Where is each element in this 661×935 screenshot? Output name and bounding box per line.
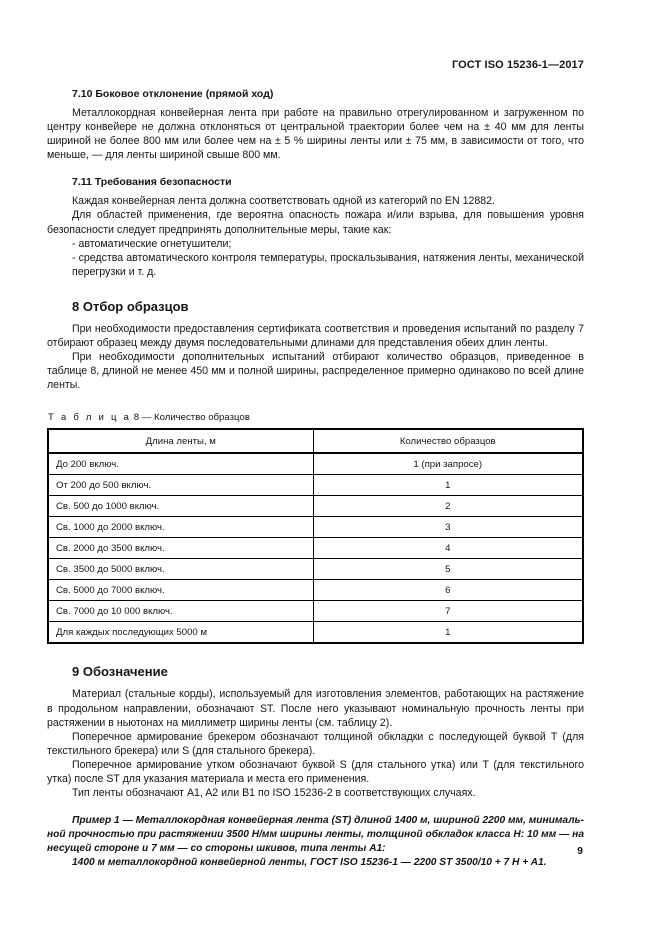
page-number: 9 — [577, 845, 583, 857]
list-item-monitoring: - средства автоматического контроля температуры, проскальзывания, натяжения ленты, механической перегрузки и т. д. — [72, 251, 584, 278]
paragraph-8-1: При необходимости предоставления сертификата соответствия и проведения испытаний по разделу 7 отбирают образец между двумя последовательными длинами для представления обеих длин ленты. — [47, 322, 584, 350]
heading-9: 9 Обозначение — [72, 664, 168, 680]
cell-sample-count: 2 — [313, 496, 583, 517]
table-row — [48, 559, 583, 580]
paragraph-7-10-1: Металлокордная конвейерная лента при работе на правильно отрегулированном и загруженном по центру конвейере не должна отклоняться от центральной траектории более чем на ± 40 мм для ленты шириной не более 800 мм или более чем на ± 5 % ширины ленты или ± 75 мм, в зависимости от того, что меньше, — для ленты шириной свыше 800 мм. — [47, 107, 584, 162]
cell-belt-length: Св. 1000 до 2000 включ. — [48, 517, 313, 538]
document-body — [47, 88, 584, 870]
column-header-belt-length: Длина ленты, м — [48, 429, 313, 453]
heading-7-11: 7.11 Требования безопасности — [72, 176, 232, 189]
running-head: ГОСТ ISO 15236-1—2017 — [451, 59, 584, 71]
table-row — [48, 622, 583, 644]
cell-belt-length: От 200 до 500 включ. — [48, 475, 313, 496]
table-row — [48, 517, 583, 538]
table-caption-text: 8 — Количество образцов — [133, 412, 250, 424]
cell-belt-length: Для каждых последующих 5000 м — [48, 622, 313, 644]
samples-quantity-table — [47, 428, 584, 644]
paragraph-9-2: Поперечное армирование брекером обозначают толщиной обкладки с последующей буквой T (для текстильного брекера) или S (для стального брекера). — [47, 730, 584, 757]
cell-belt-length: Св. 2000 до 3500 включ. — [48, 538, 313, 559]
spacer — [47, 162, 584, 176]
paragraph-7-11-1: Каждая конвейерная лента должна соответствовать одной из категорий по EN 12882. — [72, 195, 495, 208]
heading-8: 8 Отбор образцов — [72, 298, 189, 314]
example-1-description: Пример 1 — Металлокордная конвейерная лента (ST) длиной 1400 м, шириной 2200 мм, минимальной прочностью при растяжении 3500 Н/мм ширины ленты, толщиной обкладок класса H: 10 мм — на несущей стороне и 7 мм — со стороны шкивов, типа ленты A1: — [47, 815, 584, 855]
spacer — [47, 392, 584, 412]
table-caption-label: Т а б л и ц а — [48, 412, 132, 424]
cell-sample-count: 1 — [313, 475, 583, 496]
spacer — [47, 279, 584, 299]
list-item-extinguishers: - автоматические огнетушители; — [72, 237, 232, 250]
cell-belt-length: Св. 7000 до 10 000 включ. — [48, 601, 313, 622]
table-caption — [48, 412, 584, 423]
cell-sample-count: 1 (при запросе) — [313, 453, 583, 475]
column-header-sample-count: Количество образцов — [313, 429, 583, 453]
table-row — [48, 453, 583, 475]
example-1-designation: 1400 м металлокордной конвейерной ленты, ГОСТ ISO 15236-1 — 2200 ST 3500/10 + 7 H + A1. — [72, 857, 547, 869]
table-header-row — [48, 429, 583, 453]
table-row — [48, 538, 583, 559]
table-body — [48, 453, 583, 643]
cell-belt-length: Св. 3500 до 5000 включ. — [48, 559, 313, 580]
cell-sample-count: 6 — [313, 580, 583, 601]
spacer — [47, 644, 584, 664]
table-row — [48, 496, 583, 517]
paragraph-7-11-2: Для областей применения, где вероятна опасность пожара и/или взрыва, для повышения уровня безопасности следует предпринять дополнительные меры, такие как: — [47, 209, 584, 236]
paragraph-8-2: При необходимости дополнительных испытаний отбирают количество образцов, приведенное в таблице 8, длиной не менее 450 мм и полной ширины, распределенное примерно одинаково по всей длине ленты. — [47, 351, 584, 392]
heading-7-10: 7.10 Боковое отклонение (прямой ход) — [72, 88, 274, 100]
cell-sample-count: 4 — [313, 538, 583, 559]
cell-belt-length: До 200 включ. — [48, 453, 313, 475]
cell-sample-count: 1 — [313, 622, 583, 644]
cell-belt-length: Св. 500 до 1000 включ. — [48, 496, 313, 517]
spacer — [47, 800, 584, 814]
cell-belt-length: Св. 5000 до 7000 включ. — [48, 580, 313, 601]
cell-sample-count: 7 — [313, 601, 583, 622]
paragraph-9-1: Материал (стальные корды), используемый для изготовления элементов, работающих на растяжение в продольном направлении, обозначают ST. После него указывают номинальную прочность ленты при растяжении в ньютонах на миллиметр ширины ленты (см. таблицу 2). — [47, 688, 584, 729]
table-row — [48, 580, 583, 601]
paragraph-9-4: Тип ленты обозначают A1, A2 или B1 по ISO 15236-2 в соответствующих случаях. — [72, 787, 476, 800]
cell-sample-count: 3 — [313, 517, 583, 538]
table-row — [48, 475, 583, 496]
table-row — [48, 601, 583, 622]
paragraph-9-3: Поперечное армирование утком обозначают буквой S (для стального утка) или T (для текстильного утка) после ST для указания материала и места его применения. — [47, 758, 584, 785]
cell-sample-count: 5 — [313, 559, 583, 580]
